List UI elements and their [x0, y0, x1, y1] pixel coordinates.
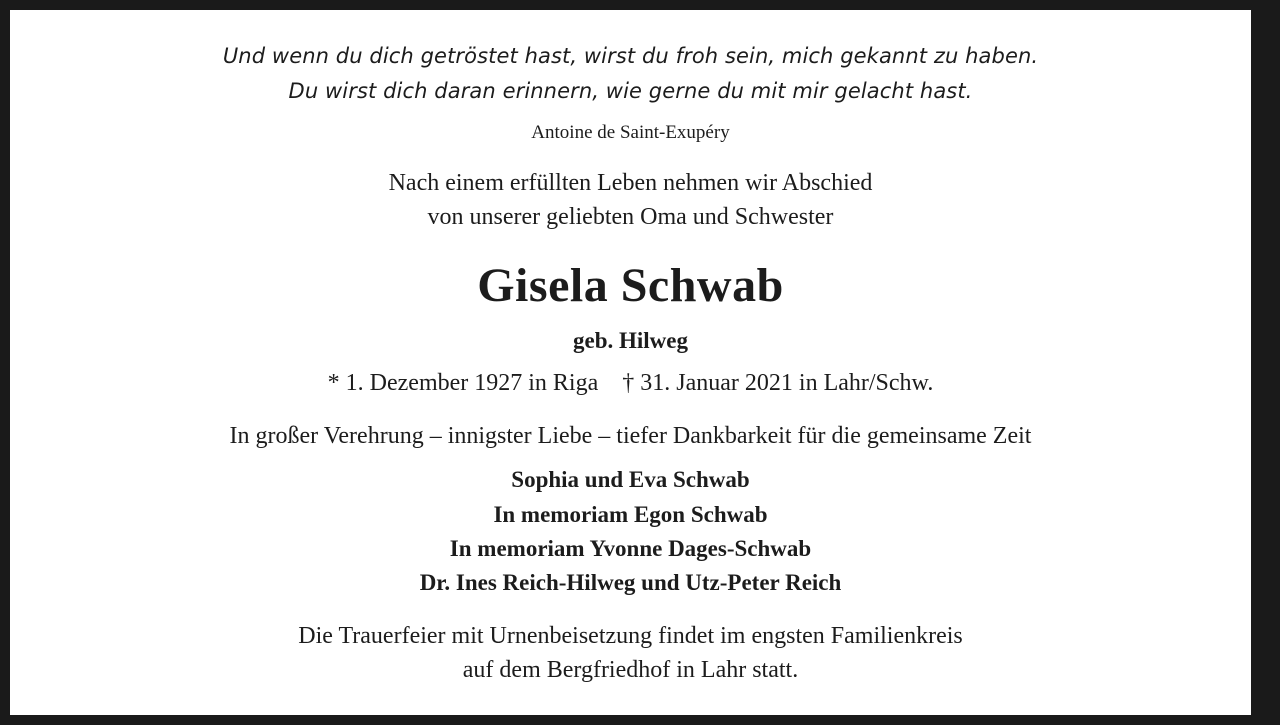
- obituary-notice: [10, 10, 1255, 715]
- closing-line-1: Die Trauerfeier mit Urnenbeisetzung findet im engsten Familienkreis: [298, 623, 963, 649]
- birth-date: * 1. Dezember 1927 in Riga: [327, 370, 599, 396]
- intro-line-1: Nach einem erfüllten Leben nehmen wir Abschied: [388, 170, 873, 196]
- intro-line-2: von unserer geliebten Oma und Schwester: [427, 204, 834, 230]
- mourner-line: Dr. Ines Reich-Hilweg und Utz-Peter Reich: [419, 570, 842, 595]
- quote-line-2: Du wirst dich daran erinnern, wie gerne du mit mir gelacht hast.: [288, 79, 973, 103]
- death-date: † 31. Januar 2021 in Lahr/Schw.: [622, 370, 934, 396]
- notice-content: [10, 10, 1251, 715]
- life-dates: [10, 370, 1251, 397]
- maiden-name: geb. Hilweg: [573, 328, 688, 353]
- closing-line-2: auf dem Bergfriedhof in Lahr statt.: [462, 657, 799, 683]
- dedication: In großer Verehrung – innigster Liebe – tiefer Dankbarkeit für die gemeinsame Zeit: [229, 423, 1032, 449]
- quote-line-1: Und wenn du dich getröstet hast, wirst du froh sein, mich gekannt zu haben.: [222, 44, 1039, 68]
- quote-author: Antoine de Saint-Exupéry: [531, 122, 730, 143]
- mourner-line: In memoriam Yvonne Dages-Schwab: [449, 536, 812, 561]
- mourner-line: In memoriam Egon Schwab: [493, 502, 768, 527]
- mourner-line: Sophia und Eva Schwab: [511, 467, 750, 492]
- deceased-name: Gisela Schwab: [477, 259, 784, 312]
